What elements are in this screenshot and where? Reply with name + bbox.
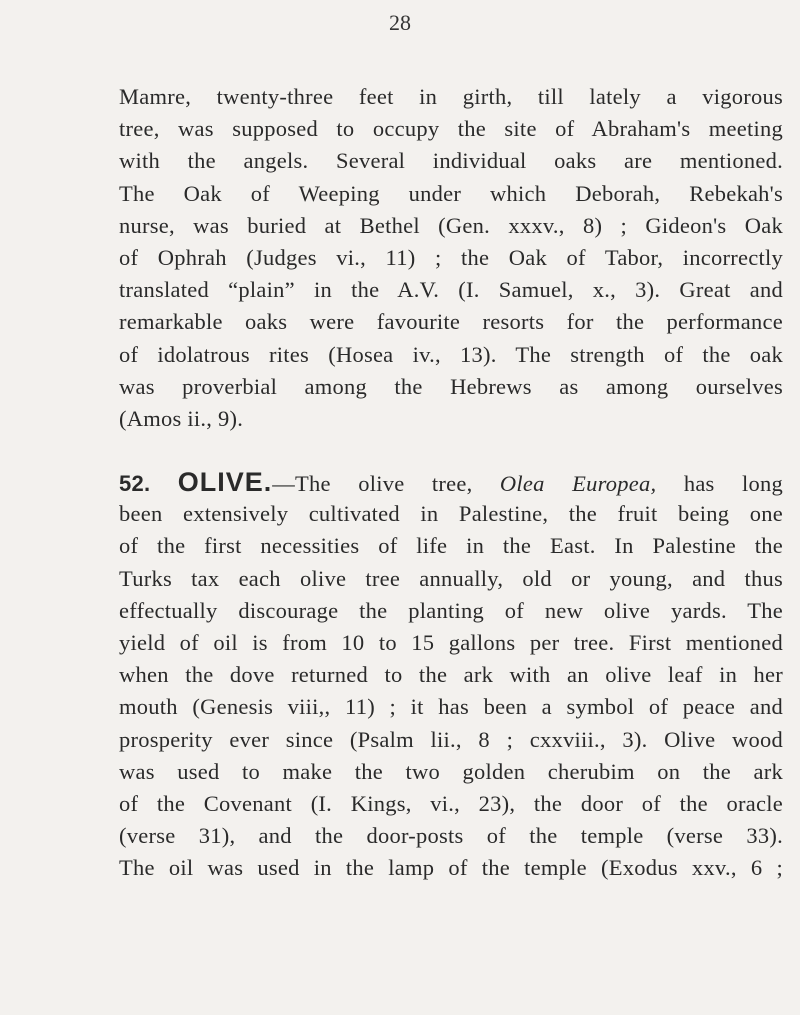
text-line: been extensively cultivated in Palestine, the fruit being one bbox=[119, 501, 783, 527]
text-line: Turks tax each olive tree annually, old or young, and thus bbox=[119, 565, 783, 591]
text-line: mouth (Genesis viii,, 11) ; it has been a symbol of peace and bbox=[119, 694, 783, 720]
page-number: 28 bbox=[389, 10, 411, 35]
section-number: 52. bbox=[119, 471, 151, 496]
text-line: effectually discourage the planting of new olive yards. The bbox=[119, 597, 783, 623]
text-line: translated “plain” in the A.V. (I. Samuel, x., 3). Great and bbox=[119, 277, 783, 303]
text-line: yield of oil is from 10 to 15 gallons per tree. First mentioned bbox=[119, 629, 783, 655]
heading-line-text: —The olive tree, bbox=[272, 471, 500, 496]
text-line: with the angels. Several individual oaks are mentioned. bbox=[119, 148, 783, 174]
text-line: The Oak of Weeping under which Deborah, Rebekah's bbox=[119, 180, 783, 206]
text-line: of the Covenant (I. Kings, vi., 23), the door of the oracle bbox=[119, 790, 783, 816]
text-line: of the first necessities of life in the East. In Palestine the bbox=[119, 533, 783, 559]
text-line: was used to make the two golden cherubim on the ark bbox=[119, 758, 783, 784]
text-line: was proverbial among the Hebrews as among ourselves bbox=[119, 373, 783, 399]
text-line: (Amos ii., 9). bbox=[119, 405, 244, 431]
text-line: when the dove returned to the ark with an olive leaf in her bbox=[119, 662, 783, 688]
text-line: (verse 31), and the door-posts of the temple (verse 33). bbox=[119, 823, 783, 849]
text-line: of idolatrous rites (Hosea iv., 13). The strength of the oak bbox=[119, 341, 783, 367]
paragraph-oaks bbox=[119, 81, 783, 435]
text-line: tree, was supposed to occupy the site of Abraham's meeting bbox=[119, 116, 783, 142]
latin-name: Olea Europea, bbox=[499, 471, 657, 496]
text-line: Mamre, twenty-three feet in girth, till lately a vigorous bbox=[119, 84, 783, 109]
section-olive bbox=[119, 466, 783, 884]
text-line: remarkable oaks were favourite resorts for the performance bbox=[119, 309, 783, 335]
section-heading-line bbox=[119, 466, 783, 498]
text-line: nurse, was buried at Bethel (Gen. xxxv., 8) ; Gideon's Oak bbox=[119, 212, 783, 238]
text-line: prosperity ever since (Psalm lii., 8 ; cxxviii., 3). Olive wood bbox=[119, 726, 783, 752]
heading-line-end: has long bbox=[656, 471, 783, 496]
text-line: of Ophrah (Judges vi., 11) ; the Oak of Tabor, incorrectly bbox=[119, 244, 783, 270]
section-title: OLIVE. bbox=[177, 467, 273, 497]
text-line: The oil was used in the lamp of the temple (Exodus xxv., 6 ; bbox=[119, 855, 783, 881]
